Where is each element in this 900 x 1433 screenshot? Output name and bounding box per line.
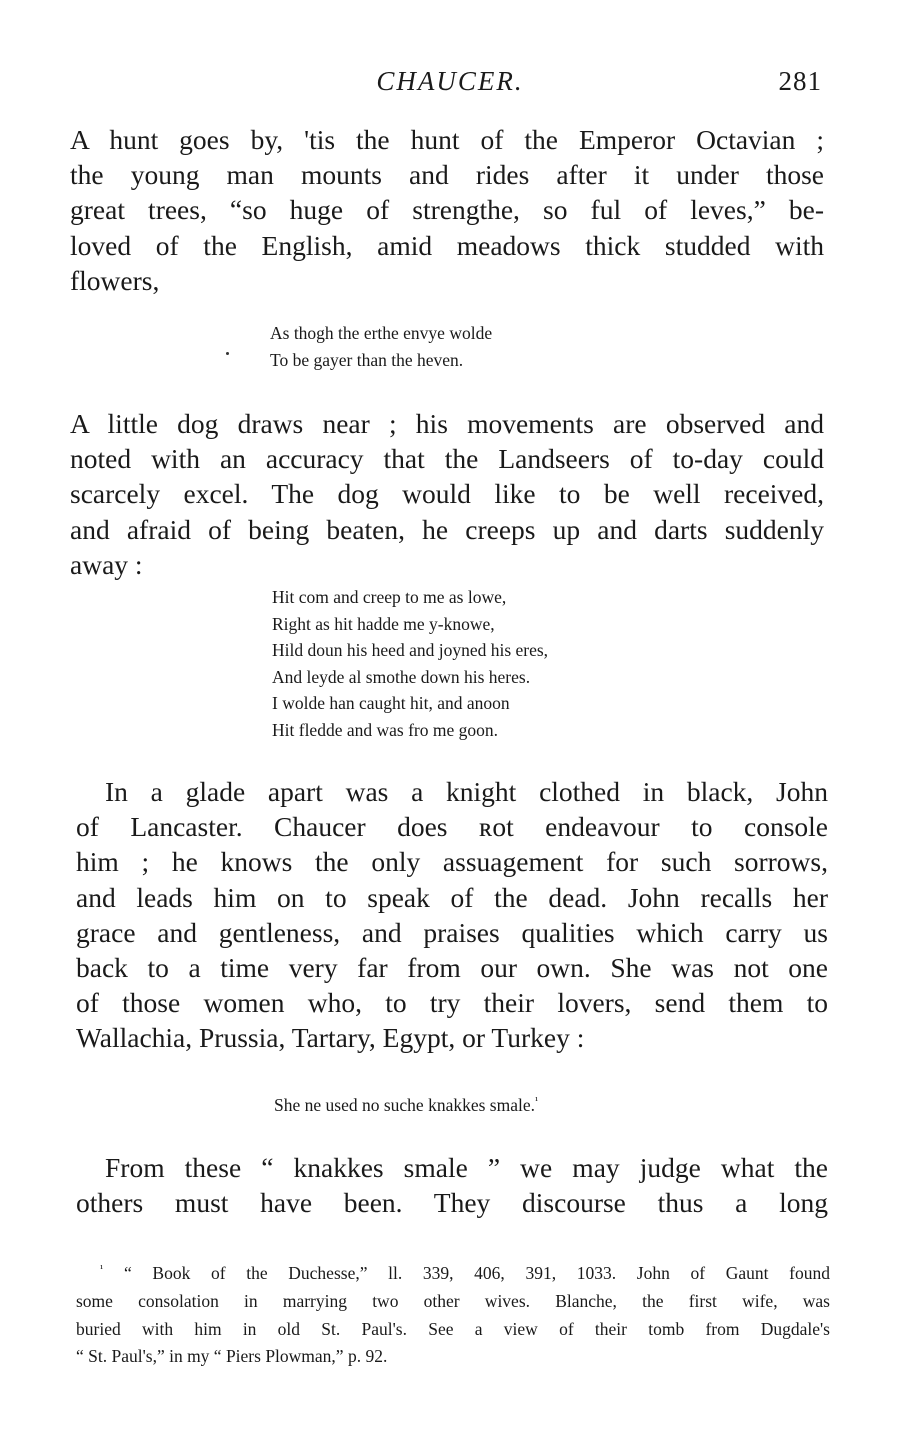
print-speck	[226, 352, 229, 355]
text-line: and leads him on to speak of the dead. John recalls her	[76, 881, 828, 913]
verse-line: To be gayer than the heven.	[270, 349, 464, 370]
verse-line	[274, 1092, 538, 1119]
verse-quote-dog	[272, 584, 548, 743]
text-line: A little dog draws near ; his movements are observed and	[70, 408, 824, 439]
text-line: noted with an accuracy that the Landseers of to-day could	[70, 443, 824, 475]
verse-text: She ne used no suche knakkes smale.	[274, 1095, 535, 1115]
verse-line: Right as hit hadde me y-knowe,	[272, 613, 495, 634]
verse-line: And leyde al smothe down his heres.	[272, 666, 531, 687]
verse-line: I wolde han caught hit, and anoon	[272, 693, 510, 713]
verse-line: Hit fledde and was fro me goon.	[272, 719, 498, 740]
text-line: him ; he knows the only assuagement for such sorrows,	[76, 846, 828, 878]
footnote-line: “ St. Paul's,” in my “ Piers Plowman,” p. 92.	[76, 1346, 388, 1367]
verse-quote-knakkes	[274, 1092, 538, 1119]
verse-line: Hild doun his heed and joyned his eres,	[272, 640, 549, 660]
footnote-line	[76, 1260, 830, 1288]
text-line: grace and gentleness, and praises qualities which carry us	[76, 916, 828, 948]
text-line: A hunt goes by, 'tis the hunt of the Emperor Octavian ;	[70, 124, 824, 155]
text-line: From these “ knakkes smale ” we may judge what the	[105, 1152, 828, 1183]
verse-quote-earth	[270, 320, 492, 373]
text-line: the young man mounts and rides after it under those	[70, 159, 824, 191]
footnote-text: “ Book of the Duchesse,” ll. 339, 406, 391, 1033. John of Gaunt found	[123, 1263, 831, 1283]
paragraph-hunt	[70, 122, 824, 298]
verse-line: Hit com and creep to me as lowe,	[272, 587, 507, 607]
text-line: In a glade apart was a knight clothed in black, John	[105, 776, 828, 807]
footnote	[76, 1260, 830, 1371]
footnote-marker: ¹	[100, 1263, 104, 1275]
footnote-line: buried with him in old St. Paul's. See a view of their tomb from Dugdale's	[76, 1318, 830, 1339]
text-line: back to a time very far from our own. She was not one	[76, 952, 828, 984]
text-line: Wallachia, Prussia, Tartary, Egypt, or Turkey :	[76, 1022, 585, 1054]
text-line: and afraid of being beaten, he creeps up and darts suddenly	[70, 513, 824, 545]
footnote-reference: ¹	[534, 1095, 539, 1107]
text-line: flowers,	[70, 264, 160, 296]
paragraph-dog	[70, 406, 824, 582]
text-line: of those women who, to try their lovers, send them to	[76, 987, 828, 1019]
text-line: of Lancaster. Chaucer does ʀot endeavour to console	[76, 811, 828, 843]
paragraph-knight	[76, 774, 828, 1056]
text-line: loved of the English, amid meadows thick studded with	[70, 229, 824, 261]
text-line: away :	[70, 548, 143, 580]
running-head	[0, 66, 900, 106]
footnote-line: some consolation in marrying two other wives. Blanche, the first wife, was	[76, 1290, 830, 1311]
text-line: great trees, “so huge of strengthe, so ful of leves,” be-	[70, 194, 824, 226]
running-title: CHAUCER.	[376, 66, 524, 96]
verse-line: As thogh the erthe envye wolde	[270, 323, 493, 343]
text-line: scarcely excel. The dog would like to be well received,	[70, 478, 824, 510]
page-number: 281	[778, 66, 822, 96]
paragraph-knakkes	[76, 1150, 828, 1220]
text-line: others must have been. They discourse thus a long	[76, 1187, 828, 1219]
